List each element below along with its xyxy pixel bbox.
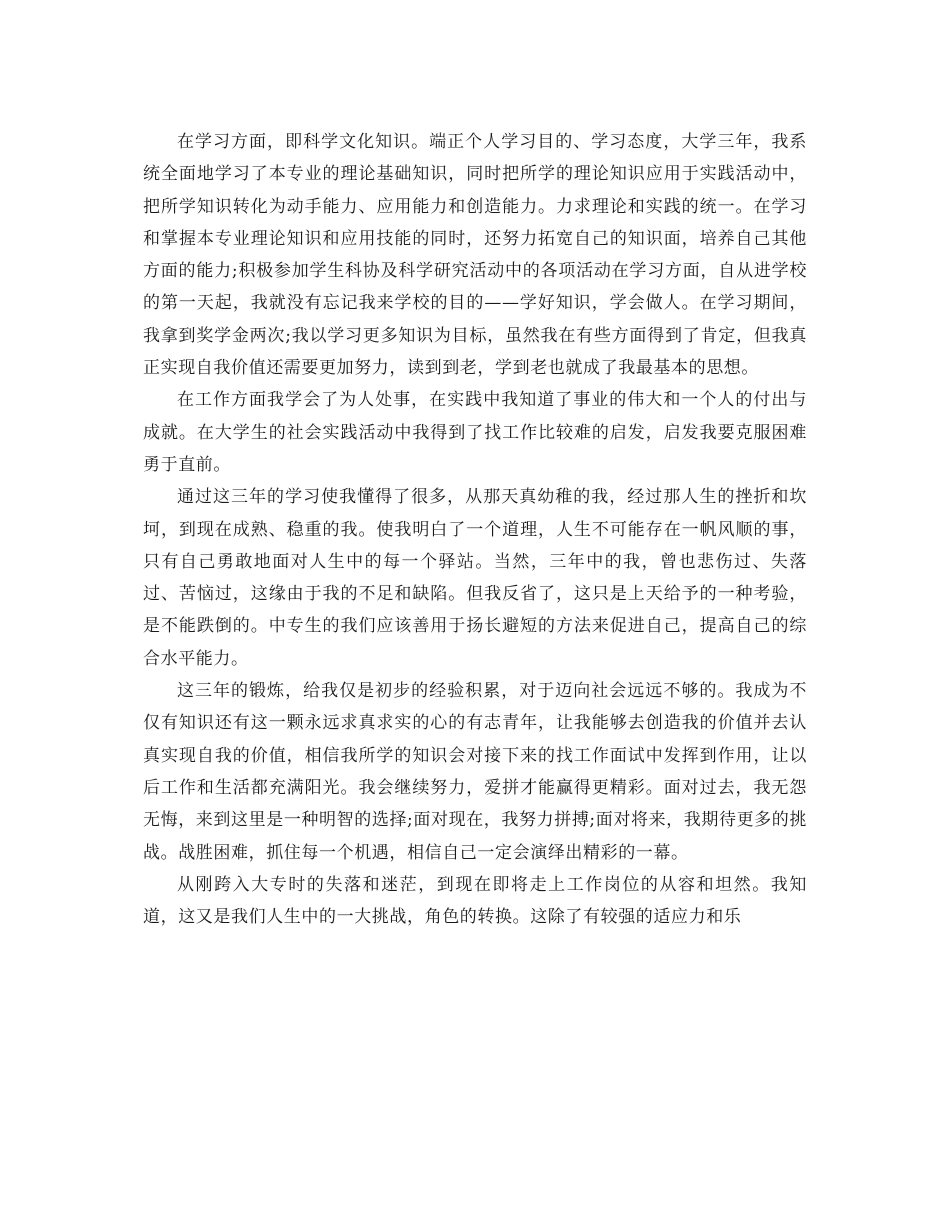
paragraph-study: 在学习方面，即科学文化知识。端正个人学习目的、学习态度，大学三年，我系统全面地学习了本专业的理论基础知识，同时把所学的理论知识应用于实践活动中，把所学知识转化为动手能力、应用能力和创造能力。力求理论和实践的统一。在学习和掌握本专业理论知识和应用技能的同时，还努力拓宽自己的知识面，培养自己其他方面的能力;积极参加学生科协及科学研究活动中的各项活动在学习方面，自从进学校的第一天起，我就没有忘记我来学校的目的——学好知识，学会做人。在学习期间，我拿到奖学金两次;我以学习更多知识为目标，虽然我在有些方面得到了肯定，但我真正实现自我价值还需要更加努力，读到到老，学到老也就成了我最基本的思想。 — [143, 132, 807, 379]
paragraph-transition: 从刚跨入大专时的失落和迷茫，到现在即将走上工作岗位的从容和坦然。我知道，这又是我们人生中的一大挑战，角色的转换。这除了有较强的适应力和乐 — [143, 874, 807, 928]
paragraph-work: 在工作方面我学会了为人处事，在实践中我知道了事业的伟大和一个人的付出与成就。在大学生的社会实践活动中我得到了找工作比较难的启发，启发我要克服困难勇于直前。 — [143, 390, 807, 475]
document-body — [143, 126, 807, 933]
paragraph-growth: 通过这三年的学习使我懂得了很多，从那天真幼稚的我，经过那人生的挫折和坎坷，到现在成熟、稳重的我。使我明白了一个道理，人生不可能存在一帆风顺的事，只有自己勇敢地面对人生中的每一个驿站。当然，三年中的我，曾也悲伤过、失落过、苦恼过，这缘由于我的不足和缺陷。但我反省了，这只是上天给予的一种考验，是不能跌倒的。中专生的我们应该善用于扬长避短的方法来促进自己，提高自己的综合水平能力。 — [143, 487, 807, 669]
paragraph-experience: 这三年的锻炼，给我仅是初步的经验积累，对于迈向社会远远不够的。我成为不仅有知识还有这一颗永远求真求实的心的有志青年，让我能够去创造我的价值并去认真实现自我的价值，相信我所学的知识会对接下来的找工作面试中发挥到作用，让以后工作和生活都充满阳光。我会继续努力，爱拼才能赢得更精彩。面对过去，我无怨无悔，来到这里是一种明智的选择;面对现在，我努力拼搏;面对将来，我期待更多的挑战。战胜困难，抓住每一个机遇，相信自己一定会演绎出精彩的一幕。 — [143, 681, 807, 863]
